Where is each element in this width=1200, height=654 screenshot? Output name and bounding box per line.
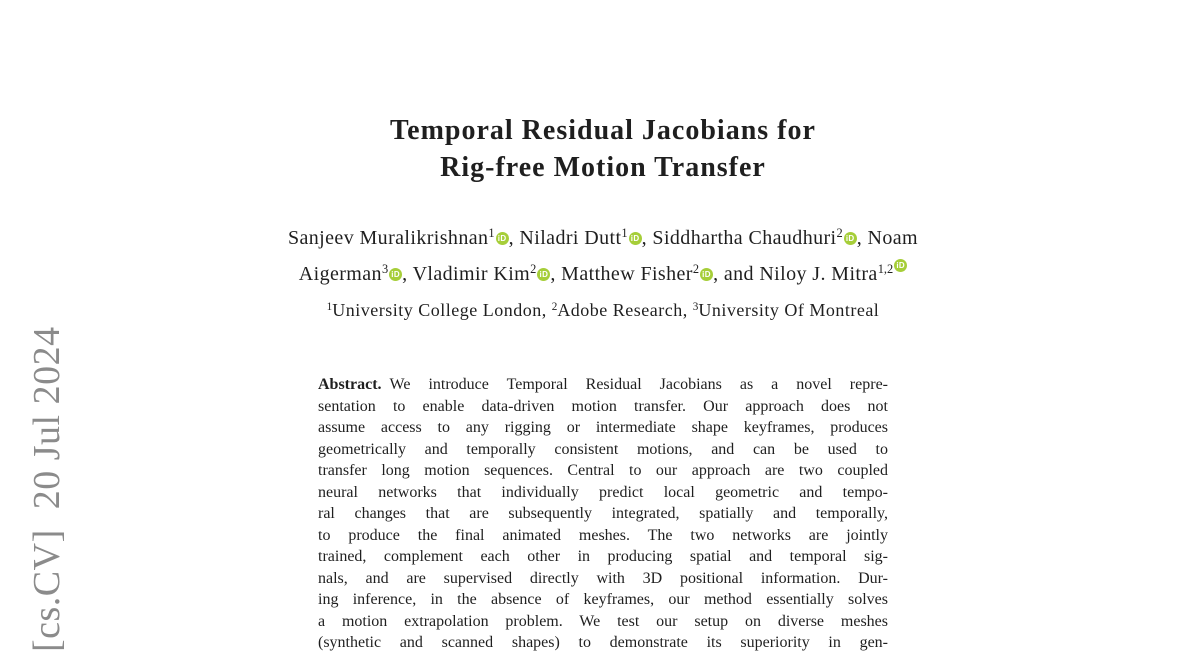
abstract-line: assume access to any rigging or intermediate shape keyframes, produces [318, 419, 888, 436]
title-line-2: Rig-free Motion Transfer [440, 152, 766, 183]
text-run: Adobe Research, [557, 300, 693, 320]
text-run: Aigerman [298, 263, 382, 285]
text-run: , Vladimir Kim [402, 263, 531, 285]
text-run: , and Niloy J. Mitra [713, 263, 878, 285]
text-run: University College London, [332, 300, 552, 320]
orcid-icon: iD [389, 268, 402, 281]
text-run: , Siddhartha Chaudhuri [641, 227, 837, 249]
affiliation-superscript: 2 [530, 262, 537, 277]
abstract-label: Abstract. [318, 376, 382, 393]
orcid-icon: iD [629, 232, 642, 245]
affiliations [3, 298, 1200, 326]
affiliation-superscript: 2 [551, 300, 558, 313]
abstract-line: transfer long motion sequences. Central to our approach are two coupled [318, 462, 888, 479]
affiliation-superscript: 1 [488, 226, 495, 241]
text-run: University Of Montreal [698, 300, 880, 320]
affiliation-superscript: 3 [692, 300, 699, 313]
affiliation-superscript: 1 [326, 300, 333, 313]
affiliation-superscript: 2 [836, 226, 843, 241]
author-line-2 [3, 257, 1200, 293]
text-run: , Niladri Dutt [508, 227, 622, 249]
orcid-icon: iD [844, 232, 857, 245]
abstract [318, 374, 888, 654]
abstract-line: sentation to enable data-driven motion transfer. Our approach does not [318, 397, 888, 415]
abstract-line: ing inference, in the absence of keyframes, our method essentially solves [318, 591, 888, 608]
abstract-line: trained, complement each other in producing spatial and temporal sig- [318, 548, 888, 565]
text-run: , Matthew Fisher [550, 263, 693, 285]
abstract-line: neural networks that individually predict local geometric and tempo- [318, 483, 888, 501]
abstract-line: a motion extrapolation problem. We test our setup on diverse meshes [318, 612, 888, 630]
affiliation-superscript: 1 [621, 226, 628, 241]
text-run: Sanjeev Muralikrishnan [287, 227, 489, 249]
affiliation-superscript: 2 [692, 262, 700, 277]
title-line-1: Temporal Residual Jacobians for [390, 115, 816, 146]
orcid-icon: iD [894, 259, 907, 272]
orcid-icon: iD [496, 232, 509, 245]
abstract-line: (synthetic and scanned shapes) to demonstrate its superiority in gen- [318, 634, 888, 651]
author-line-1 [3, 221, 1200, 257]
abstract-line: to produce the final animated meshes. The two networks are jointly [318, 526, 888, 544]
text-run: , Noam [856, 227, 918, 249]
affiliation-superscript: 1,2 [877, 262, 894, 277]
arxiv-stamp: [cs.CV] 20 Jul 2024 [26, 326, 68, 652]
authors [3, 221, 1200, 293]
orcid-icon: iD [700, 268, 713, 281]
affiliation-superscript: 3 [381, 262, 389, 277]
paper-title [3, 112, 1200, 186]
abstract-line: ral changes that are subsequently integrated, spatially and temporally, [318, 505, 888, 522]
abstract-line: geometrically and temporally consistent motions, and can be used to [318, 440, 888, 458]
abstract-line: nals, and are supervised directly with 3D positional information. Dur- [318, 569, 888, 587]
orcid-icon: iD [537, 268, 550, 281]
abstract-line: Abstract. We introduce Temporal Residual Jacobians as a novel repre- [318, 376, 888, 393]
